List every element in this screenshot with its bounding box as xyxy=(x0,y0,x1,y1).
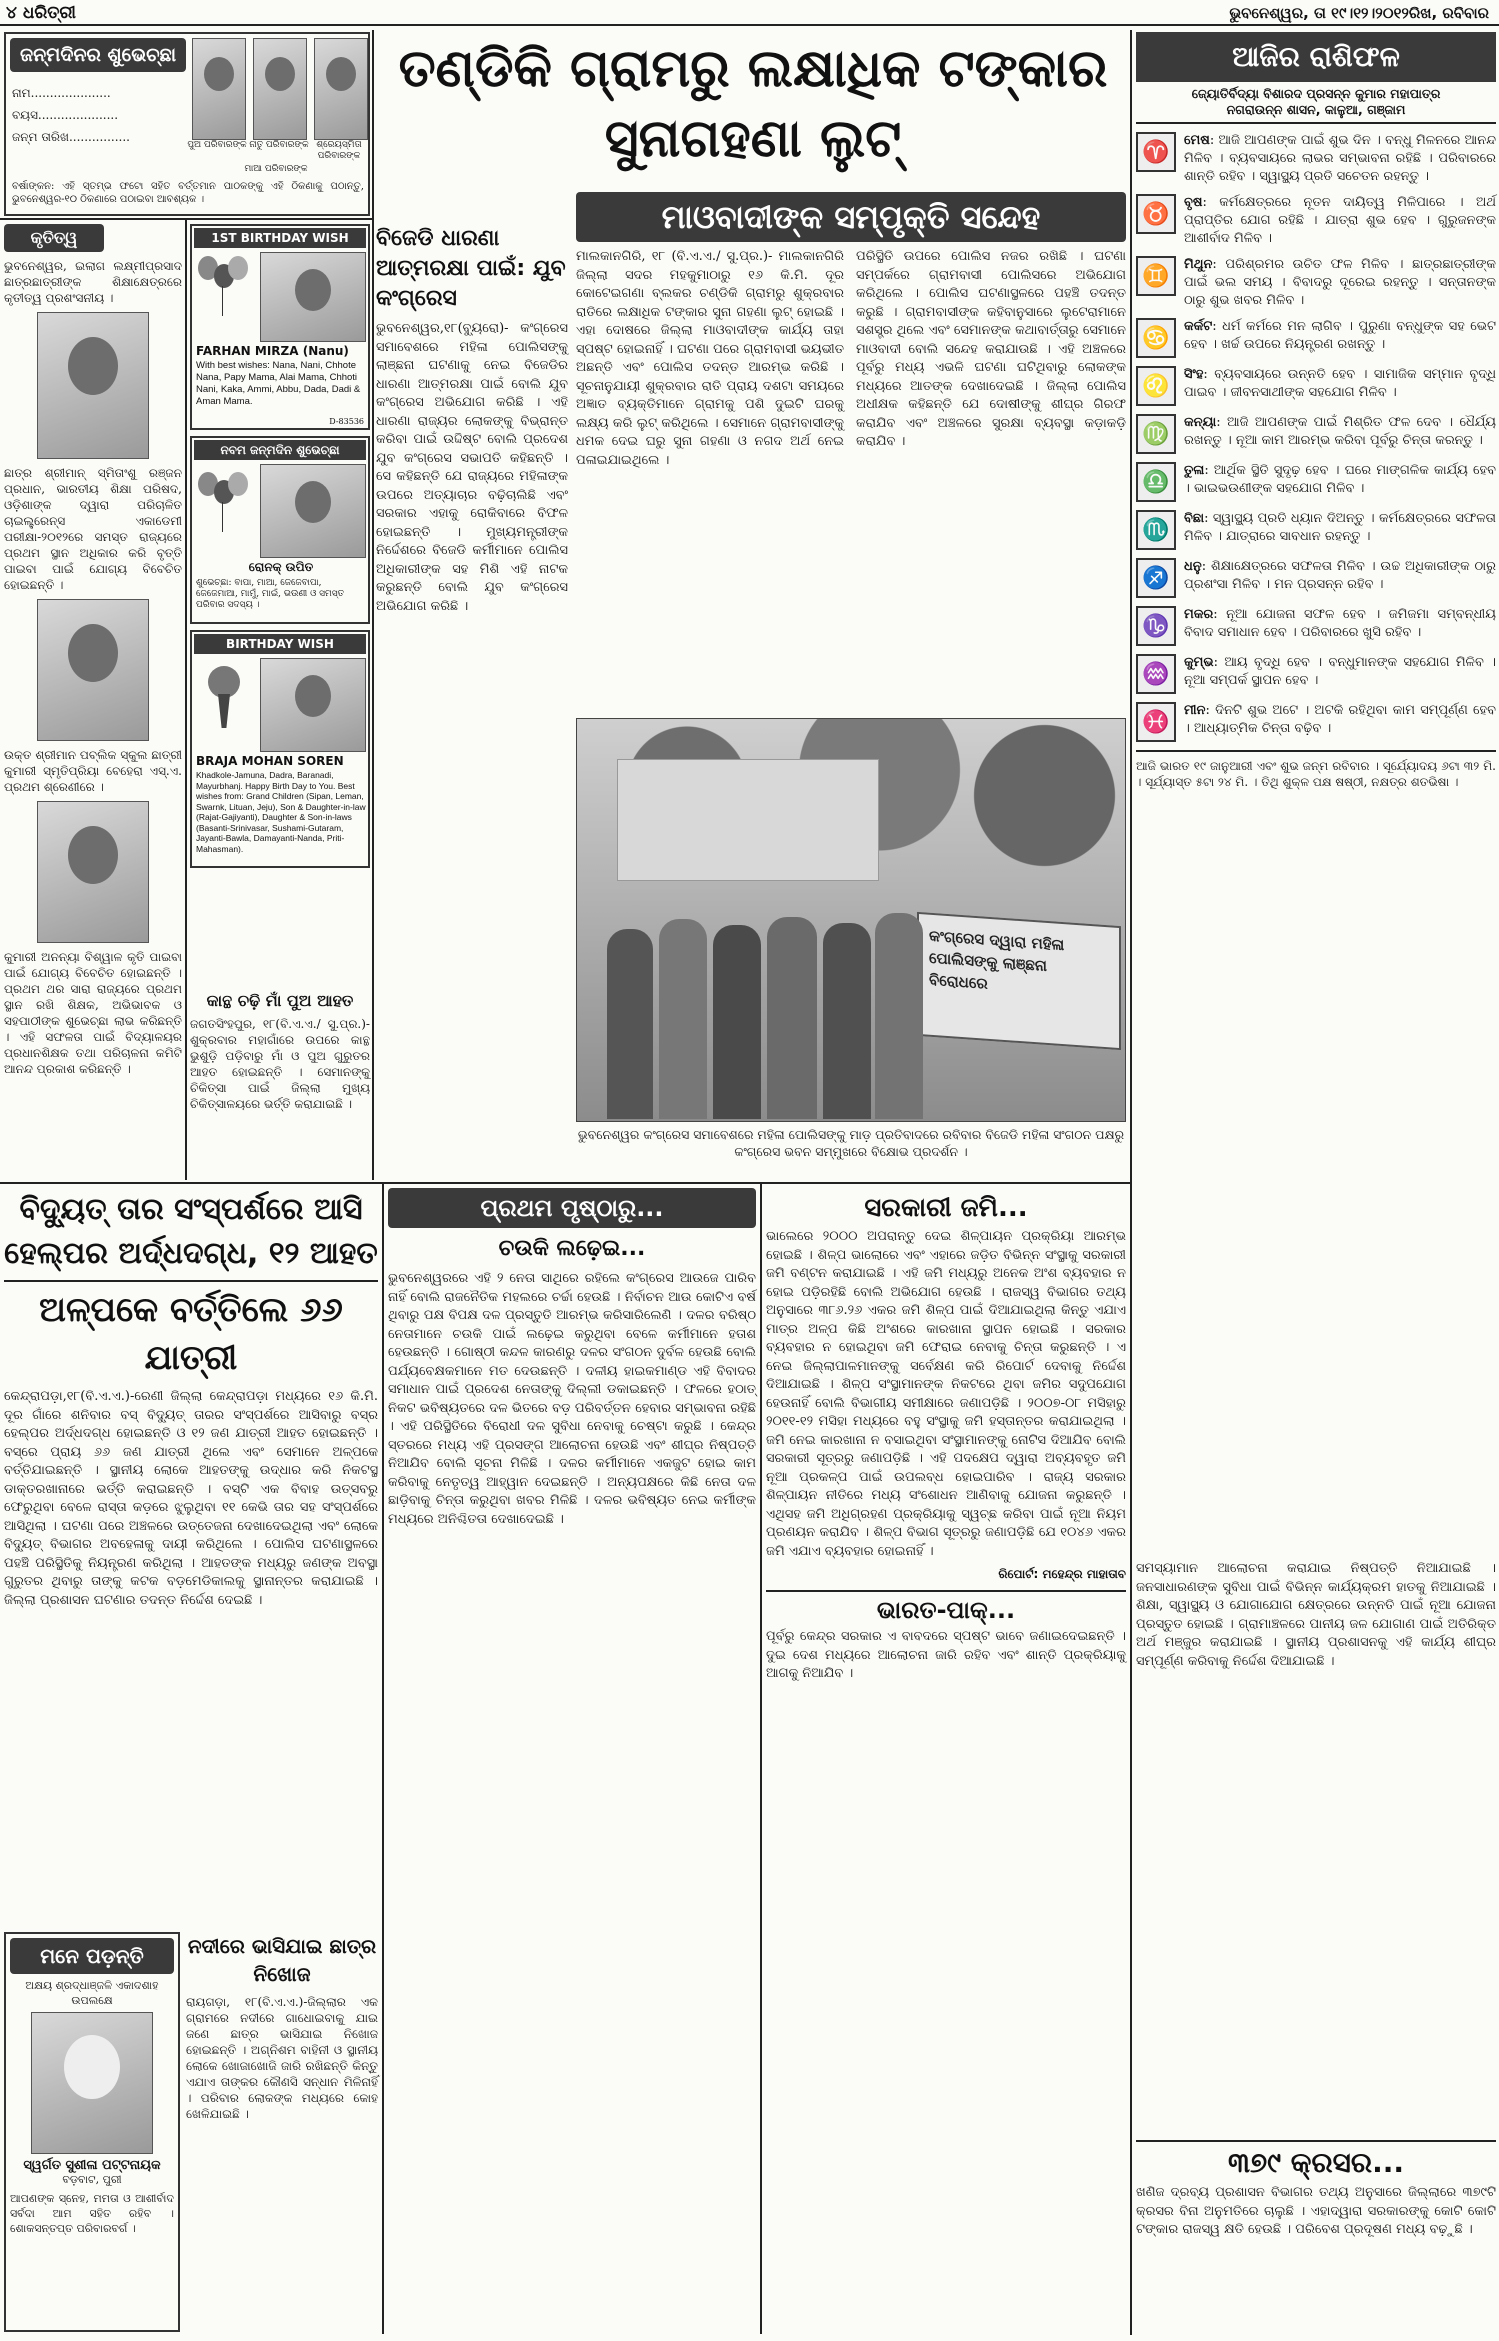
rashi-name: ଧନୁ xyxy=(1184,559,1202,574)
rashi-description: ଆୟ ବୃଦ୍ଧି ହେବ । ବନ୍ଧୁମାନଙ୍କ ସହଯୋଗ ମିଳିବ । ନୂଆ ସମ୍ପର୍କ ସ୍ଥାପନ ହେବ । xyxy=(1184,655,1497,688)
rashi-row xyxy=(1136,510,1496,550)
crusher-story xyxy=(1136,2140,1496,2335)
rashi-row xyxy=(1136,462,1496,502)
right-story-body: ସମସ୍ୟାମାନ ଆଲୋଚନା କରାଯାଇ ନିଷ୍ପତ୍ତି ନିଆଯାଇଛି । ଜନସାଧାରଣଙ୍କ ସୁବିଧା ପାଇଁ ବିଭିନ୍ନ କାର୍ଯ୍ୟକ୍ରମ ହାତକୁ ନିଆଯାଇଛି । ଶିକ୍ଷା, ସ୍ୱାସ୍ଥ୍ୟ ଓ ଯୋଗାଯୋଗ କ୍ଷେତ୍ରରେ ଉନ୍ନତି ପାଇଁ ନୂଆ ଯୋଜନା ପ୍ରସ୍ତୁତ ହୋଇଛି । ଗ୍ରାମାଞ୍ଚଳରେ ପାନୀୟ ଜଳ ଯୋଗାଣ ପାଇଁ ଅତିରିକ୍ତ ଅର୍ଥ ମଞ୍ଜୁର କରାଯାଇଛି । ସ୍ଥାନୀୟ ପ୍ରଶାସନକୁ ଏହି କାର୍ଯ୍ୟ ଶୀଘ୍ର ସମ୍ପୂର୍ଣ୍ଣ କରିବାକୁ ନିର୍ଦ୍ଦେଶ ଦିଆଯାଇଛି । xyxy=(1136,1561,1496,1669)
nabama-title: ନବମ ଜନ୍ମଦିନ ଶୁଭେଚ୍ଛା xyxy=(194,440,366,460)
zodiac-icon: ♏ xyxy=(1136,510,1176,550)
obituary-sub: ଅକ୍ଷୟ ଶ୍ରଦ୍ଧାଞ୍ଜଳି ଏକାଦଶାହ ଉପଲକ୍ଷେ xyxy=(25,1979,159,2007)
braja-photo xyxy=(260,658,366,752)
zodiac-icon: ♑ xyxy=(1136,606,1176,646)
rashi-text: କର୍କଟ: ଧର୍ମ କର୍ମରେ ମନ ଲାଗିବ । ପୁରୁଣା ବନ୍ଧୁଙ୍କ ସହ ଭେଟ ହେବ । ଖର୍ଚ୍ଚ ଉପରେ ନିୟନ୍ତ୍ରଣ ରଖନ୍ତୁ । xyxy=(1184,319,1496,352)
rashifal-byline-1: ଜ୍ୟୋତିର୍ବିଦ୍ୟା ବିଶାରଦ ପ୍ରସନ୍ନ କୁମାର ମହାପାତ୍ର xyxy=(1191,86,1441,101)
rashi-description: ସ୍ୱାସ୍ଥ୍ୟ ପ୍ରତି ଧ୍ୟାନ ଦିଅନ୍ତୁ । କର୍ମକ୍ଷେତ୍ରରେ ସଫଳତା ମିଳିବ । ଯାତ୍ରାରେ ସାବଧାନ ରହନ୍ତୁ । xyxy=(1184,511,1496,544)
ninth-birthday-wish xyxy=(190,436,370,624)
first-bday-title: 1ST BIRTHDAY WISH xyxy=(194,228,366,248)
rashi-name: ତୁଳା xyxy=(1184,463,1205,478)
rashi-name: ମିଥୁନ xyxy=(1184,257,1213,272)
rashi-description: ନୂଆ ଯୋଜନା ସଫଳ ହେବ । ଜମିଜମା ସମ୍ବନ୍ଧୀୟ ବିବାଦ ସମାଧାନ ହେବ । ପରିବାରରେ ଖୁସି ରହିବ । xyxy=(1184,607,1496,640)
prathama-section xyxy=(388,1188,756,2333)
bday-text: Khadkole-Jamuna, Dadra, Baranadi, Mayurbhanj. Happy Birth Day to You. Best wishes from: Grand Children (Sipan, Leman, Swarnk, Lituan, Jeju), Son & Daughter-in-law (Rajat-Gajiyanti), Daughter & Son-in-laws (Basanti-Srinivasar, Sushami-Gutaram, Jayanti-Bawla, Damayanti-Nanda, Priti-Mahasman). xyxy=(196,770,366,854)
bday-title: BIRTHDAY WISH xyxy=(194,634,366,654)
protest-banner-text: କଂଗ୍ରେସ ଦ୍ୱାରା ମହିଳା ପୋଲିସଙ୍କୁ ଲାଞ୍ଛନା ବିରୋଧରେ xyxy=(929,926,1065,993)
rashi-description: ପରିଶ୍ରମର ଉଚିତ ଫଳ ମିଳିବ । ଛାତ୍ରଛାତ୍ରୀଙ୍କ ପାଇଁ ଭଲ ସମୟ । ବିବାଦରୁ ଦୂରେଇ ରହନ୍ତୁ । ସନ୍ତାନଙ୍କ ଠାରୁ ଶୁଭ ଖବର ମିଳିବ । xyxy=(1184,257,1496,308)
rashi-row xyxy=(1136,558,1496,598)
lead-body-1: ମାଲକାନଗିରି, ୧୮ (ବି.ଏ.ଏ./ ସୁ.ପ୍ର.)- ମାଲକାନଗିରି ଜିଲ୍ଲା ସଦର ମହକୁମାଠାରୁ ୧୬ କି.ମି. ଦୂର କୋଟେଇଗଣା ବ୍ଲକର ଚଣ୍ଡିକି ଗ୍ରାମରୁ ଶୁକ୍ରବାର ରାତିରେ ଲକ୍ଷାଧିକ ଟଙ୍କାର ସୁନା ଗହଣା ଲୁଟ୍ ହୋଇଛି । ଏହା ଦୋଷରେ ଜିଲ୍ଲା ମାଓବାଦୀଙ୍କ କାର୍ଯ୍ୟ ତାହା ସ୍ପଷ୍ଟ ହୋଇନାହିଁ । ଘଟଣା ପରେ ଗ୍ରାମବାସୀ ଭୟଭୀତ ଅଛନ୍ତି ଏବଂ ପୋଲିସ ତଦନ୍ତ ଆରମ୍ଭ କରିଛି । ସୂଚନାନୁଯାୟୀ ଶୁକ୍ରବାର ରାତି ପ୍ରାୟ ଦଶଟା ସମୟରେ ଅଜ୍ଞାତ ବ୍ୟକ୍ତିମାନେ ଗ୍ରାମକୁ ପଶି ଦୁଇଟି ଘରକୁ ଲକ୍ଷ୍ୟ କରି ଲୁଟ୍ କରିଥିଲେ । ସେମାନେ ଗ୍ରାମବାସୀଙ୍କୁ ଧମକ ଦେଇ ଘରୁ ସୁନା ଗହଣା ଓ ନଗଦ ଅର୍ଥ ନେଇ ପଳାଇଯାଇଥିଲେ । xyxy=(576,249,844,468)
prathama-subhead: ଚଉକି ଲଢ଼େଇ... xyxy=(498,1236,646,1261)
farhan-photo xyxy=(260,252,366,342)
rashi-row xyxy=(1136,366,1496,406)
kritibya-para-2: ଉକ୍ତ ଶ୍ରୀମାନ ପବ୍ଲିକ ସ୍କୁଲ ଛାତ୍ରୀ କୁମାରୀ ସ୍ମୃତିପ୍ରିୟା ବେହେରା ଏସ୍.ଏ. ପ୍ରଥମ ଶ୍ରେଣୀରେ । xyxy=(4,748,182,794)
page-label: ୪ ଧରିତ୍ରୀ xyxy=(6,3,76,23)
form-field-dob[interactable]: ଜନ୍ମ ତାରିଖ................ xyxy=(12,130,130,144)
rashi-description: ଆଜି ଆପଣଙ୍କ ପାଇଁ ମିଶ୍ରିତ ଫଳ ଦେବ । ଧୈର୍ଯ୍ୟ ରଖନ୍ତୁ । ନୂଆ କାମ ଆରମ୍ଭ କରିବା ପୂର୍ବରୁ ଚିନ୍ତା କରନ୍ତୁ । xyxy=(1184,415,1496,448)
prathama-body: ଭୁବନେଶ୍ୱରରେ ଏହି ୨ ନେତା ସାଥିରେ ରହିଲେ କଂଗ୍ରେସ ଆଉଜେ ପାରିବ ନାହିଁ ବୋଲି ରାଜନୈତିକ ମହଲରେ ଚର୍ଚ୍ଚା ହେଉଛି । ନିର୍ବାଚନ ଆଉ କୋଟିଏ ବର୍ଷ ଥିବାରୁ ପକ୍ଷ ବିପକ୍ଷ ଦଳ ପ୍ରସ୍ତୁତି ଆରମ୍ଭ କରିସାରିଲେଣି । ଦଳର ବରିଷ୍ଠ ନେତାମାନେ ଚଉକି ପାଇଁ ଲଢ଼େଇ କରୁଥିବା ବେଳେ କର୍ମୀମାନେ ହତାଶ ହେଉଛନ୍ତି । ଗୋଷ୍ଠୀ କନ୍ଦଳ କାରଣରୁ ଦଳର ସଂଗଠନ ଦୁର୍ବଳ ହେଉଛି ବୋଲି ପର୍ଯ୍ୟବେକ୍ଷକମାନେ ମତ ଦେଉଛନ୍ତି । ଦଳୀୟ ହାଇକମାଣ୍ଡ ଏହି ବିବାଦର ସମାଧାନ ପାଇଁ ପ୍ରଦେଶ ନେତାଙ୍କୁ ଦିଲ୍ଲୀ ଡକାଇଛନ୍ତି । ଫଳରେ ହଠାତ୍ ନିକଟ ଭବିଷ୍ୟତରେ ଦଳ ଭିତରେ ବଡ଼ ପରିବର୍ତ୍ତନ ହେବାର ସମ୍ଭାବନା ରହିଛି । ଏହି ପରିସ୍ଥିତିରେ ବିରୋଧୀ ଦଳ ସୁବିଧା ନେବାକୁ ଚେଷ୍ଟା କରୁଛି । କେନ୍ଦ୍ର ସ୍ତରରେ ମଧ୍ୟ ଏହି ପ୍ରସଙ୍ଗ ଆଲୋଚନା ହେଉଛି ଏବଂ ଶୀଘ୍ର ନିଷ୍ପତ୍ତି ନିଆଯିବ ବୋଲି ସୂଚନା ମିଳିଛି । ଦଳର କର୍ମୀମାନେ ଏକଜୁଟ ହୋଇ କାମ କରିବାକୁ ନେତୃତ୍ୱ ଆହ୍ୱାନ ଦେଇଛନ୍ତି । ଅନ୍ୟପକ୍ଷରେ କିଛି ନେତା ଦଳ ଛାଡ଼ିବାକୁ ଚିନ୍ତା କରୁଥିବା ଖବର ମିଳିଛି । ଦଳର ଭବିଷ୍ୟତ ନେଇ କର୍ମୀଙ୍କ ମଧ୍ୟରେ ଅନିଶ୍ଚିତତା ଦେଖାଦେଇଛି । xyxy=(388,1271,756,1527)
bday-caption-1: ପୁଅ ପରିବାରଙ୍କ xyxy=(187,140,247,150)
student-story xyxy=(186,1932,378,2332)
rashi-text: ମିଥୁନ: ପରିଶ୍ରମର ଉଚିତ ଫଳ ମିଳିବ । ଛାତ୍ରଛାତ୍ରୀଙ୍କ ପାଇଁ ଭଲ ସମୟ । ବିବାଦରୁ ଦୂରେଇ ରହନ୍ତୁ । ସନ୍ତାନଙ୍କ ଠାରୁ ଶୁଭ ଖବର ମିଳିବ । xyxy=(1184,257,1496,308)
bjd-body: ଭୁବନେଶ୍ୱର,୧୮(ବ୍ୟୁରୋ)- କଂଗ୍ରେସ ସମାବେଶରେ ମହିଳା ପୋଲିସଙ୍କୁ ଲାଞ୍ଛନା ଘଟଣାକୁ ନେଇ ବିଜେଡିର ଧାରଣା ଆତ୍ମରକ୍ଷା ପାଇଁ ବୋଲି ଯୁବ କଂଗ୍ରେସ ଅଭିଯୋଗ କରିଛି । ଏହି ଧାରଣା ରାଜ୍ୟର ଲୋକଙ୍କୁ ବିଭ୍ରାନ୍ତ କରିବା ପାଇଁ ଉଦ୍ଦିଷ୍ଟ ବୋଲି ପ୍ରଦେଶ ଯୁବ କଂଗ୍ରେସ ସଭାପତି କହିଛନ୍ତି । ସେ କହିଛନ୍ତି ଯେ ରାଜ୍ୟରେ ମହିଳାଙ୍କ ଉପରେ ଅତ୍ୟାଚାର ବଢ଼ିଚାଲିଛି ଏବଂ ସରକାର ଏହାକୁ ରୋକିବାରେ ବିଫଳ ହୋଇଛନ୍ତି । ମୁଖ୍ୟମନ୍ତ୍ରୀଙ୍କ ନିର୍ଦ୍ଦେଶରେ ବିଜେଡି କର୍ମୀମାନେ ପୋଲିସ ଅଧିକାରୀଙ୍କ ସହ ମିଶି ଏହି ନାଟକ କରୁଛନ୍ତି ବୋଲି ଯୁବ କଂଗ୍ରେସ ଅଭିଯୋଗ କରିଛି । xyxy=(376,321,568,614)
rashifal-signs xyxy=(1136,132,1496,742)
rashi-text: ବୃଷ: କର୍ମକ୍ଷେତ୍ରରେ ନୂତନ ଦାୟିତ୍ୱ ମିଳିପାରେ । ଅର୍ଥ ପ୍ରାପ୍ତିର ଯୋଗ ରହିଛି । ଯାତ୍ରା ଶୁଭ ହେବ । ଗୁରୁଜନଙ୍କ ଆଶୀର୍ବାଦ ମିଳିବ । xyxy=(1184,195,1496,246)
lead-col-1 xyxy=(576,248,844,708)
rashi-row xyxy=(1136,256,1496,310)
rashi-name: ମୀନ xyxy=(1184,703,1206,718)
first-birthday-wish xyxy=(190,224,370,430)
zodiac-icon: ♉ xyxy=(1136,194,1176,234)
student-photo-3 xyxy=(37,801,149,943)
bday-caption-3: ଶ୍ରେୟସ୍ମିତା ପରିବାରଙ୍କ xyxy=(316,140,362,161)
sarkari-section xyxy=(766,1188,1126,2333)
kritibya-column xyxy=(4,224,182,1179)
rashi-name: ମେଷ xyxy=(1184,133,1210,148)
student-body: ରାୟଗଡ଼ା, ୧୮(ବି.ଏ.ଏ.)-ଜିଲ୍ଲାର ଏକ ଗ୍ରାମରେ ନଦୀରେ ଗାଧୋଇବାକୁ ଯାଇ ଜଣେ ଛାତ୍ର ଭାସିଯାଇ ନିଖୋଜ ହୋଇଛନ୍ତି । ଅଗ୍ନିଶମ ବାହିନୀ ଓ ସ୍ଥାନୀୟ ଲୋକେ ଖୋଜାଖୋଜି ଜାରି ରଖିଛନ୍ତି କିନ୍ତୁ ଏଯାଏ ତାଙ୍କର କୌଣସି ସନ୍ଧାନ ମିଳିନାହିଁ । ପରିବାର ଲୋକଙ୍କ ମଧ୍ୟରେ କୋହ ଖେଳିଯାଇଛି । xyxy=(186,1995,378,2121)
rashi-text: ବିଛା: ସ୍ୱାସ୍ଥ୍ୟ ପ୍ରତି ଧ୍ୟାନ ଦିଅନ୍ତୁ । କର୍ମକ୍ଷେତ୍ରରେ ସଫଳତା ମିଳିବ । ଯାତ୍ରାରେ ସାବଧାନ ରହନ୍ତୁ । xyxy=(1184,511,1496,544)
braja-birthday-wish xyxy=(190,630,370,868)
birthday-form-note: ବର୍ଷାଙ୍କନ: ଏହି ସ୍ତମ୍ଭ ଫଟୋ ସହିତ ବର୍ତ୍ତମାନ ପାଠକଙ୍କୁ ଏହି ଠିକଣାକୁ ପଠାନ୍ତୁ, ଭୁବନେଶ୍ୱର-୧୦ ଠିକଣାରେ ପଠାଇବା ଆବଶ୍ୟକ । xyxy=(12,181,364,205)
bday-photo-1 xyxy=(192,38,246,140)
kritibya-title: କୃତିତ୍ୱ xyxy=(4,224,104,252)
rashi-description: ଆର୍ଥିକ ସ୍ଥିତି ସୁଦୃଢ଼ ହେବ । ଘରେ ମାଙ୍ଗଳିକ କାର୍ଯ୍ୟ ହେବ । ଭାଇଭଉଣୀଙ୍କ ସହଯୋଗ ମିଳିବ । xyxy=(1184,463,1496,496)
kanchi-story xyxy=(190,990,370,1180)
rashi-name: ବିଛା xyxy=(1184,511,1205,526)
protest-photo xyxy=(576,718,1126,1122)
rashi-row xyxy=(1136,414,1496,454)
crusher-headline: ୩୭୯ କ୍ରସର... xyxy=(1136,2140,1496,2184)
rashi-name: ବୃଷ xyxy=(1184,195,1203,210)
electric-story xyxy=(4,1188,378,1928)
rashi-row xyxy=(1136,318,1496,358)
student-photo-2 xyxy=(37,599,149,741)
form-field-age[interactable]: ବୟସ..................... xyxy=(12,108,119,122)
zodiac-icon: ♊ xyxy=(1136,256,1176,296)
first-bday-text: With best wishes: Nana, Nani, Chhote Nana, Papy Mama, Alai Mama, Chhoti Nani, Kaka, Ammi, Abbu, Dada, Dadi & Aman Mama. xyxy=(196,360,361,407)
nabama-text: ଶୁଭେଚ୍ଛା: ବାପା, ମାଆ, ଜେଜେବାପା, ଜେଜେମାଆ, ମାମୁଁ, ମାଇଁ, ଭଉଣୀ ଓ ସମସ୍ତ ପରିବାର ସଦସ୍ୟ । xyxy=(196,578,345,610)
dateline: ଭୁବନେଶ୍ୱର, ତା ୧୯।୧୨।୨୦୧୨ରିଖ, ରବିବାର xyxy=(1229,4,1489,22)
electric-headline-2: ଅଳ୍ପକେ ବର୍ତ୍ତିଲେ ୬୬ ଯାତ୍ରୀ xyxy=(39,1290,343,1378)
rashi-description: ଆଜି ଆପଣଙ୍କ ପାଇଁ ଶୁଭ ଦିନ । ବନ୍ଧୁ ମିଳନରେ ଆନନ୍ଦ ମିଳିବ । ବ୍ୟବସାୟରେ ଲାଭର ସମ୍ଭାବନା ରହିଛି । ପରିବାରରେ ଶାନ୍ତି ରହିବ । ସ୍ୱାସ୍ଥ୍ୟ ପ୍ରତି ସଚେତନ ରହନ୍ତୁ । xyxy=(1184,133,1496,184)
bday-photo-2 xyxy=(253,38,307,140)
rashi-name: ସିଂହ xyxy=(1184,367,1204,382)
obituary-title: ମନେ ପଡ଼ନ୍ତି xyxy=(10,1938,174,1974)
kritibya-intro: ଭୁବନେଶ୍ୱର, ଇଲାଗ ଲକ୍ଷ୍ମୀପ୍ରସାଦ ଛାତ୍ରଛାତ୍ରୀଙ୍କ ଶିକ୍ଷାକ୍ଷେତ୍ରରେ କୃତୀତ୍ୱ ପ୍ରଶଂସନୀୟ । xyxy=(4,259,182,305)
bday-caption-4: ମାଆ ପରିବାରଙ୍କ xyxy=(244,164,308,174)
zodiac-icon: ♒ xyxy=(1136,654,1176,694)
student-headline: ନଦୀରେ ଭାସିଯାଇ ଛାତ୍ର ନିଖୋଜ xyxy=(187,1934,377,1986)
birthday-form-fields xyxy=(12,82,188,148)
rashi-row xyxy=(1136,194,1496,248)
birthday-form-title: ଜନ୍ମଦିନର ଶୁଭେଚ୍ଛା xyxy=(10,38,186,72)
bharat-pak-body: ପୂର୍ବରୁ କେନ୍ଦ୍ର ସରକାର ଏ ବାବଦରେ ସ୍ପଷ୍ଟ ଭାବେ ଜଣାଇଦେଇଛନ୍ତି । ଦୁଇ ଦେଶ ମଧ୍ୟରେ ଆଲୋଚନା ଜାରି ରହିବ ଏବଂ ଶାନ୍ତି ପ୍ରକ୍ରିୟାକୁ ଆଗକୁ ନିଆଯିବ । xyxy=(766,1629,1126,1681)
bday-caption-2: ନାତୁ ପରିବାରଙ୍କ xyxy=(249,140,309,150)
rashi-description: ଧର୍ମ କର୍ମରେ ମନ ଲାଗିବ । ପୁରୁଣା ବନ୍ଧୁଙ୍କ ସହ ଭେଟ ହେବ । ଖର୍ଚ୍ଚ ଉପରେ ନିୟନ୍ତ୍ରଣ ରଖନ୍ତୁ । xyxy=(1184,319,1496,352)
rashi-text: ମୀନ: ଦିନଟି ଶୁଭ ଅଟେ । ଅଟକି ରହିଥିବା କାମ ସମ୍ପୂର୍ଣ୍ଣ ହେବ । ଆଧ୍ୟାତ୍ମିକ ଚିନ୍ତା ବଢ଼ିବ । xyxy=(1184,703,1496,736)
sarkari-headline: ସରକାରୀ ଜମି... xyxy=(864,1193,1028,1223)
lead-col-2 xyxy=(856,248,1126,708)
lead-subhead: ମାଓବାଦୀଙ୍କ ସମ୍ପୃକ୍ତି ସନ୍ଦେହ xyxy=(576,192,1126,242)
right-lower-story xyxy=(1136,1560,1496,1800)
obituary-place: ବଡ଼ବାଟ, ପୁରୀ xyxy=(62,2173,122,2186)
rashi-name: କୁମ୍ଭ xyxy=(1184,655,1214,670)
zodiac-icon: ♍ xyxy=(1136,414,1176,454)
rashi-description: ଦିନଟି ଶୁଭ ଅଟେ । ଅଟକି ରହିଥିବା କାମ ସମ୍ପୂର୍ଣ୍ଣ ହେବ । ଆଧ୍ୟାତ୍ମିକ ଚିନ୍ତା ବଢ଼ିବ । xyxy=(1184,703,1496,736)
kritibya-para-1: ଛାତ୍ର ଶ୍ରୀମାନ୍ ସ୍ମିତାଂଶୁ ରଞ୍ଜନ ପ୍ରଧାନ, ଭାରତୀୟ ଶିକ୍ଷା ପରିଷଦ, ଓଡ଼ିଶାଙ୍କ ଦ୍ୱାରା ପରିଚାଳିତ ଚାଇଲ୍ଡ୍ରେନ୍ସ ଏକାଡେମୀ ପରୀକ୍ଷା-୨୦୧୨ରେ ସମସ୍ତ ରାଜ୍ୟରେ ପ୍ରଥମ ସ୍ଥାନ ଅଧିକାର କରି ବୃତ୍ତି ପାଇବା ପାଇଁ ଯୋଗ୍ୟ ବିବେଚିତ ହୋଇଛନ୍ତି । xyxy=(4,466,182,592)
zodiac-icon: ♎ xyxy=(1136,462,1176,502)
rashi-text: ଧନୁ: ଶିକ୍ଷାକ୍ଷେତ୍ରରେ ସଫଳତା ମିଳିବ । ଉଚ୍ଚ ଅଧିକାରୀଙ୍କ ଠାରୁ ପ୍ରଶଂସା ମିଳିବ । ମନ ପ୍ରସନ୍ନ ରହିବ । xyxy=(1184,559,1496,592)
rashi-text: କନ୍ୟା: ଆଜି ଆପଣଙ୍କ ପାଇଁ ମିଶ୍ରିତ ଫଳ ଦେବ । ଧୈର୍ଯ୍ୟ ରଖନ୍ତୁ । ନୂଆ କାମ ଆରମ୍ଭ କରିବା ପୂର୍ବରୁ ଚିନ୍ତା କରନ୍ତୁ । xyxy=(1184,415,1496,448)
zodiac-icon: ♌ xyxy=(1136,366,1176,406)
flower-bouquet-icon xyxy=(200,666,248,730)
protest-banner xyxy=(917,912,1121,1050)
rashifal-section xyxy=(1136,32,1496,1552)
rashi-description: ବ୍ୟବସାୟରେ ଉନ୍ନତି ହେବ । ସାମାଜିକ ସମ୍ମାନ ବୃଦ୍ଧି ପାଇବ । ଜୀବନସାଥୀଙ୍କ ସହଯୋଗ ମିଳିବ । xyxy=(1184,367,1496,400)
lead-headline: ତଣ୍ଡିକି ଗ୍ରାମରୁ ଲକ୍ଷାଧିକ ଟଙ୍କାର ସୁନାଗହଣା ଲୁଟ୍ xyxy=(398,39,1108,169)
wishes-column xyxy=(190,224,370,854)
rashi-row xyxy=(1136,132,1496,186)
rashi-name: ମକର xyxy=(1184,607,1214,622)
bday-name: BRAJA MOHAN SOREN xyxy=(196,754,344,768)
rashi-description: କର୍ମକ୍ଷେତ୍ରରେ ନୂତନ ଦାୟିତ୍ୱ ମିଳିପାରେ । ଅର୍ଥ ପ୍ରାପ୍ତିର ଯୋଗ ରହିଛି । ଯାତ୍ରା ଶୁଭ ହେବ । ଗୁରୁଜନଙ୍କ ଆଶୀର୍ବାଦ ମିଳିବ । xyxy=(1184,195,1496,246)
balloons-icon xyxy=(198,256,250,316)
rashifal-byline-2: ନଗରାଉନ୍ନ ଶାସନ, କାଳୁଆ, ଗଞ୍ଜାମ xyxy=(1136,102,1496,124)
rashi-text: ମେଷ: ଆଜି ଆପଣଙ୍କ ପାଇଁ ଶୁଭ ଦିନ । ବନ୍ଧୁ ମିଳନରେ ଆନନ୍ଦ ମିଳିବ । ବ୍ୟବସାୟରେ ଲାଭର ସମ୍ଭାବନା ରହିଛି । ପରିବାରରେ ଶାନ୍ତି ରହିବ । ସ୍ୱାସ୍ଥ୍ୟ ପ୍ରତି ସଚେତନ ରହନ୍ତୁ । xyxy=(1184,133,1496,184)
rashi-name: କନ୍ୟା xyxy=(1184,415,1217,430)
crusher-body: ଖଣିଜ ଦ୍ରବ୍ୟ ପ୍ରଶାସନ ବିଭାଗର ତଥ୍ୟ ଅନୁସାରେ ଜିଲ୍ଲାରେ ୩୭୯ଟି କ୍ରସର ବିନା ଅନୁମତିରେ ଚାଲୁଛି । ଏହାଦ୍ୱାରା ସରକାରଙ୍କୁ କୋଟି କୋଟି ଟଙ୍କାର ରାଜସ୍ୱ କ୍ଷତି ହେଉଛି । ପରିବେଶ ପ୍ରଦୂଷଣ ମଧ୍ୟ ବଢ଼ୁଛି । xyxy=(1136,2185,1496,2237)
rashi-row xyxy=(1136,702,1496,742)
kanchi-body: ଜଗତସିଂହପୁର, ୧୮(ବି.ଏ.ଏ./ ସୁ.ପ୍ର.)-ଶୁକ୍ରବାର ମହାଗାଁରେ ଉପରେ କାନ୍ଥ ଭୁଶୁଡ଼ି ପଡ଼ିବାରୁ ମାଁ ଓ ପୁଅ ଗୁରୁତର ଆହତ ହୋଇଛନ୍ତି । ସେମାନଙ୍କୁ ଚିକିତ୍ସା ପାଇଁ ଜିଲ୍ଲା ମୁଖ୍ୟ ଚିକିତ୍ସାଳୟରେ ଭର୍ତ୍ତି କରାଯାଇଛି । xyxy=(190,1017,370,1111)
ronak-photo xyxy=(260,464,366,558)
zodiac-icon: ♈ xyxy=(1136,132,1176,172)
student-photo-1 xyxy=(37,312,149,459)
rashi-name: କର୍କଟ xyxy=(1184,319,1213,334)
lead-body-2: ପରିସ୍ଥିତି ଉପରେ ପୋଲିସ ନଜର ରଖିଛି । ଘଟଣା ସମ୍ପର୍କରେ ଗ୍ରାମବାସୀ ପୋଲିସରେ ଅଭିଯୋଗ କରିଥିଲେ । ପୋଲିସ ଘଟଣାସ୍ଥଳରେ ପହଞ୍ଚି ତଦନ୍ତ କରୁଛି । ଗ୍ରାମବାସୀଙ୍କ କହିବାନୁସାରେ ଲୁଟେରାମାନେ ସଶସ୍ତ୍ର ଥିଲେ ଏବଂ ସେମାନଙ୍କ କଥାବାର୍ତ୍ତାରୁ ସେମାନେ ମାଓବାଦୀ ବୋଲି ସନ୍ଦେହ କରାଯାଉଛି । ଏହି ଅଞ୍ଚଳରେ ପୂର୍ବରୁ ମଧ୍ୟ ଏଭଳି ଘଟଣା ଘଟିଥିବାରୁ ଲୋକଙ୍କ ମଧ୍ୟରେ ଆତଙ୍କ ଦେଖାଦେଇଛି । ଜିଲ୍ଲା ପୋଲିସ ଅଧୀକ୍ଷକ କହିଛନ୍ତି ଯେ ଦୋଷୀଙ୍କୁ ଶୀଘ୍ର ଗିରଫ କରାଯିବ ଏବଂ ଅଞ୍ଚଳରେ ସୁରକ୍ଷା ବ୍ୟବସ୍ଥା କଡ଼ାକଡ଼ି କରାଯିବ । xyxy=(856,249,1126,449)
kanchi-headline: କାନ୍ଥ ଚଢ଼ି ମାଁ ପୁଅ ଆହତ xyxy=(206,991,354,1010)
obituary-box xyxy=(4,1932,180,2332)
form-field-name[interactable]: ନାମ..................... xyxy=(12,86,111,100)
building-wall xyxy=(617,759,879,881)
zodiac-icon: ♓ xyxy=(1136,702,1176,742)
sarkari-reporter: ରିପୋର୍ଟ: ମହେନ୍ଦ୍ର ମାହାତାବ xyxy=(998,1567,1126,1581)
rashi-text: ତୁଳା: ଆର୍ଥିକ ସ୍ଥିତି ସୁଦୃଢ଼ ହେବ । ଘରେ ମାଙ୍ଗଳିକ କାର୍ଯ୍ୟ ହେବ । ଭାଇଭଉଣୀଙ୍କ ସହଯୋଗ ମିଳିବ । xyxy=(1184,463,1496,496)
balloons-icon-2 xyxy=(198,472,250,532)
electric-headline-1: ବିଦ୍ୟୁତ୍ ତାର ସଂସ୍ପର୍ଶରେ ଆସି ହେଲ୍ପର ଅର୍ଦ୍ଧଦଗ୍ଧ, ୧୨ ଆହତ xyxy=(4,1192,378,1271)
rashi-text: ମକର: ନୂଆ ଯୋଜନା ସଫଳ ହେବ । ଜମିଜମା ସମ୍ବନ୍ଧୀୟ ବିବାଦ ସମାଧାନ ହେବ । ପରିବାରରେ ଖୁସି ରହିବ । xyxy=(1184,607,1496,640)
obituary-body: ଆପଣଙ୍କ ସ୍ନେହ, ମମତା ଓ ଆଶୀର୍ବାଦ ସର୍ବଦା ଆମ ସହିତ ରହିବ । ଶୋକସନ୍ତପ୍ତ ପରିବାରବର୍ଗ । xyxy=(10,2192,174,2235)
bday-photo-3 xyxy=(314,38,368,140)
zodiac-icon: ♐ xyxy=(1136,558,1176,598)
kritibya-para-3: କୁମାରୀ ଅନନ୍ୟା ବିଶ୍ୱାଳ କୃତି ପାଇବା ପାଇଁ ଯୋଗ୍ୟ ବିବେଚିତ ହୋଇଛନ୍ତି । ପ୍ରଥମ ଥର ସାରା ରାଜ୍ୟରେ ପ୍ରଥମ ସ୍ଥାନ ରଖି ଶିକ୍ଷକ, ଅଭିଭାବକ ଓ ସହପାଠୀଙ୍କ ଶୁଭେଚ୍ଛା ଲାଭ କରିଛନ୍ତି । ଏହି ସଫଳତା ପାଇଁ ବିଦ୍ୟାଳୟର ପ୍ରଧାନଶିକ୍ଷକ ତଥା ପରିଚାଳନା କମିଟି ଆନନ୍ଦ ପ୍ରକାଶ କରିଛନ୍ତି । xyxy=(4,950,182,1076)
electric-body: କେନ୍ଦ୍ରାପଡ଼ା,୧୮(ବି.ଏ.ଏ.)-ରେଣୀ ଜିଲ୍ଲା କେନ୍ଦ୍ରାପଡ଼ା ମଧ୍ୟରେ ୧୬ କି.ମି. ଦୂର ଗାଁରେ ଶନିବାର ବସ୍ ବିଦ୍ୟୁତ୍ ତାରର ସଂସ୍ପର୍ଶରେ ଆସିବାରୁ ବସ୍‌ର ହେଲ୍ପର ଅର୍ଦ୍ଧଦଗ୍ଧ ହୋଇଛନ୍ତି ଓ ୧୨ ଜଣ ଯାତ୍ରୀ ଆହତ ହୋଇଛନ୍ତି । ବସ୍‌ରେ ପ୍ରାୟ ୬୬ ଜଣ ଯାତ୍ରୀ ଥିଲେ ଏବଂ ସେମାନେ ଅଳ୍ପକେ ବର୍ତ୍ତିଯାଇଛନ୍ତି । ସ୍ଥାନୀୟ ଲୋକେ ଆହତଙ୍କୁ ଉଦ୍ଧାର କରି ନିକଟସ୍ଥ ଡାକ୍ତରଖାନାରେ ଭର୍ତ୍ତି କରାଇଛନ୍ତି । ବସ୍‌ଟି ଏକ ବିବାହ ଉତ୍ସବରୁ ଫେରୁଥିବା ବେଳେ ରାସ୍ତା କଡ଼ରେ ଝୁଲୁଥିବା ୧୧ କେଭି ତାର ସହ ସଂସ୍ପର୍ଶରେ ଆସିଥିଲା । ଘଟଣା ପରେ ଅଞ୍ଚଳରେ ଉତ୍ତେଜନା ଦେଖାଦେଇଥିଲା ଏବଂ ଲୋକେ ବିଦ୍ୟୁତ୍ ବିଭାଗର ଅବହେଳାକୁ ଦାୟୀ କରିଥିଲେ । ପୋଲିସ ଘଟଣାସ୍ଥଳରେ ପହଞ୍ଚି ପରିସ୍ଥିତିକୁ ନିୟନ୍ତ୍ରଣ କରିଥିଲା । ଆହତଙ୍କ ମଧ୍ୟରୁ ଜଣଙ୍କ ଅବସ୍ଥା ଗୁରୁତର ଥିବାରୁ ତାଙ୍କୁ କଟକ ବଡ଼ମେଡିକାଲକୁ ସ୍ଥାନାନ୍ତର କରାଯାଇଛି । ଜିଲ୍ଲା ପ୍ରଶାସନ ଘଟଣାର ତଦନ୍ତ ନିର୍ଦ୍ଦେଶ ଦେଇଛି । xyxy=(4,1389,378,1608)
photo-caption: ଭୁବନେଶ୍ୱର କଂଗ୍ରେସ ସମାବେଶରେ ମହିଳା ପୋଲିସଙ୍କୁ ମାଡ଼ ପ୍ରତିବାଦରେ ରବିବାର ବିଜେଡି ମହିଳା ସଂଗଠନ ପକ୍ଷରୁ କଂଗ୍ରେସ ଭବନ ସମ୍ମୁଖରେ ବିକ୍ଷୋଭ ପ୍ରଦର୍ଶନ । xyxy=(577,1127,1125,1159)
birthday-form-panel xyxy=(4,32,370,216)
rashi-row xyxy=(1136,654,1496,694)
sarkari-body: ଭାଲେରେ ୨୦୦୦ ଅପରାନ୍ତୁ ଦେଇ ଶିଳ୍ପାୟନ ପ୍ରକ୍ରିୟା ଆରମ୍ଭ ହୋଇଛି । ଶିଳ୍ପ ଭାଲୋରେ ଏବଂ ଏହାରେ ଜଡ଼ିତ ବିଭିନ୍ନ ସଂସ୍ଥାକୁ ସରକାରୀ ଜମି ବଣ୍ଟନ କରାଯାଇଛି । ଏହି ଜମି ମଧ୍ୟରୁ ଅନେକ ଅଂଶ ବ୍ୟବହାର ନ ହୋଇ ପଡ଼ିରହିଛି ବୋଲି ଅଭିଯୋଗ ହେଉଛି । ରାଜସ୍ୱ ବିଭାଗର ତଥ୍ୟ ଅନୁସାରେ ୩୮୬.୨୬ ଏକର ଜମି ଶିଳ୍ପ ପାଇଁ ଦିଆଯାଇଥିଲା କିନ୍ତୁ ଏଯାଏ ମାତ୍ର ଅଳ୍ପ କିଛି ଅଂଶରେ କାରଖାନା ସ୍ଥାପନ ହୋଇଛି । ସରକାର ବ୍ୟବହାର ନ ହୋଇଥିବା ଜମି ଫେରାଇ ନେବାକୁ ଚିନ୍ତା କରୁଛନ୍ତି । ଏ ନେଇ ଜିଲ୍ଲାପାଳମାନଙ୍କୁ ସର୍ବେକ୍ଷଣ କରି ରିପୋର୍ଟ ଦେବାକୁ ନିର୍ଦ୍ଦେଶ ଦିଆଯାଇଛି । ଶିଳ୍ପ ସଂସ୍ଥାମାନଙ୍କ ନିକଟରେ ଥିବା ଜମିର ସଦୁପଯୋଗ ହେଉନାହିଁ ବୋଲି ବିଭାଗୀୟ ସମୀକ୍ଷାରେ ଜଣାପଡ଼ିଛି । ୨୦୦୭-୦୮ ମସିହାରୁ ୨୦୧୧-୧୨ ମସିହା ମଧ୍ୟରେ ବହୁ ସଂସ୍ଥାକୁ ଜମି ହସ୍ତାନ୍ତର କରାଯାଇଥିଲା । ଜମି ନେଇ କାରଖାନା ନ ବସାଇଥିବା ସଂସ୍ଥାମାନଙ୍କୁ ନୋଟିସ ଦିଆଯିବ ବୋଲି ସରକାରୀ ସୂତ୍ରରୁ ଜଣାପଡ଼ିଛି । ଏହି ପଦକ୍ଷେପ ଦ୍ୱାରା ଅବ୍ୟବହୃତ ଜମି ନୂଆ ପ୍ରକଳ୍ପ ପାଇଁ ଉପଲବ୍ଧ ହୋଇପାରିବ । ରାଜ୍ୟ ସରକାର ଶିଳ୍ପାୟନ ନୀତିରେ ମଧ୍ୟ ସଂଶୋଧନ ଆଣିବାକୁ ଯୋଜନା କରୁଛନ୍ତି । ଏଥିସହ ଜମି ଅଧିଗ୍ରହଣ ପ୍ରକ୍ରିୟାକୁ ସ୍ୱଚ୍ଛ କରିବା ପାଇଁ ନୂଆ ନିୟମ ପ୍ରଣୟନ କରାଯିବ । ଶିଳ୍ପ ବିଭାଗ ସୂତ୍ରରୁ ଜଣାପଡ଼ିଛି ଯେ ୧୦୪୬ ଏକର ଜମି ଏଯାଏ ବ୍ୟବହାର ହୋଇନାହିଁ । xyxy=(766,1229,1126,1559)
first-bday-name: FARHAN MIRZA (Nanu) xyxy=(196,344,349,358)
nabama-name: ରୋନକ୍ ଉପିତ xyxy=(248,560,314,574)
rashi-text: କୁମ୍ଭ: ଆୟ ବୃଦ୍ଧି ହେବ । ବନ୍ଧୁମାନଙ୍କ ସହଯୋଗ ମିଳିବ । ନୂଆ ସମ୍ପର୍କ ସ୍ଥାପନ ହେବ । xyxy=(1184,655,1497,688)
bjd-headline: ବିଜେଡି ଧାରଣା ଆତ୍ମରକ୍ଷା ପାଇଁ: ଯୁବ କଂଗ୍ରେସ xyxy=(376,226,566,311)
zodiac-icon: ♋ xyxy=(1136,318,1176,358)
prathama-banner: ପ୍ରଥମ ପୃଷ୍ଠାରୁ... xyxy=(388,1188,756,1228)
rashi-row xyxy=(1136,606,1496,646)
bjd-story xyxy=(376,224,568,984)
obituary-photo xyxy=(31,2012,153,2154)
panjika-text: ଆଜି ଭାରତ ୧୯ ଜାନୁଆରୀ ଏବଂ ଶୁଭ ଜନ୍ମ ରବିବାର । ସୂର୍ଯ୍ୟୋଦୟ ୬ଟା ୩୨ ମି. । ସୂର୍ଯ୍ୟାସ୍ତ ୫ଟା ୨୪ ମି. । ତିଥି ଶୁକ୍ଳ ପକ୍ଷ ଷଷ୍ଠୀ, ନକ୍ଷତ୍ର ଶତଭିଷା । xyxy=(1136,750,1496,790)
bharat-pak-headline: ଭାରତ-ପାକ୍... xyxy=(766,1590,1126,1628)
page-header xyxy=(0,0,1499,26)
obituary-name: ସ୍ୱର୍ଗତ ସୁଶୀଳା ପଟ୍ଟନାୟକ xyxy=(23,2158,161,2173)
protesters-group xyxy=(597,889,927,1119)
first-bday-code: D-83536 xyxy=(329,417,364,426)
rashi-description: ଶିକ୍ଷାକ୍ଷେତ୍ରରେ ସଫଳତା ମିଳିବ । ଉଚ୍ଚ ଅଧିକାରୀଙ୍କ ଠାରୁ ପ୍ରଶଂସା ମିଳିବ । ମନ ପ୍ରସନ୍ନ ରହିବ । xyxy=(1184,559,1496,592)
rashifal-title: ଆଜିର ରାଶିଫଳ xyxy=(1136,32,1496,82)
rashi-text: ସିଂହ: ବ୍ୟବସାୟରେ ଉନ୍ନତି ହେବ । ସାମାଜିକ ସମ୍ମାନ ବୃଦ୍ଧି ପାଇବ । ଜୀବନସାଥୀଙ୍କ ସହଯୋଗ ମିଳିବ । xyxy=(1184,367,1496,400)
